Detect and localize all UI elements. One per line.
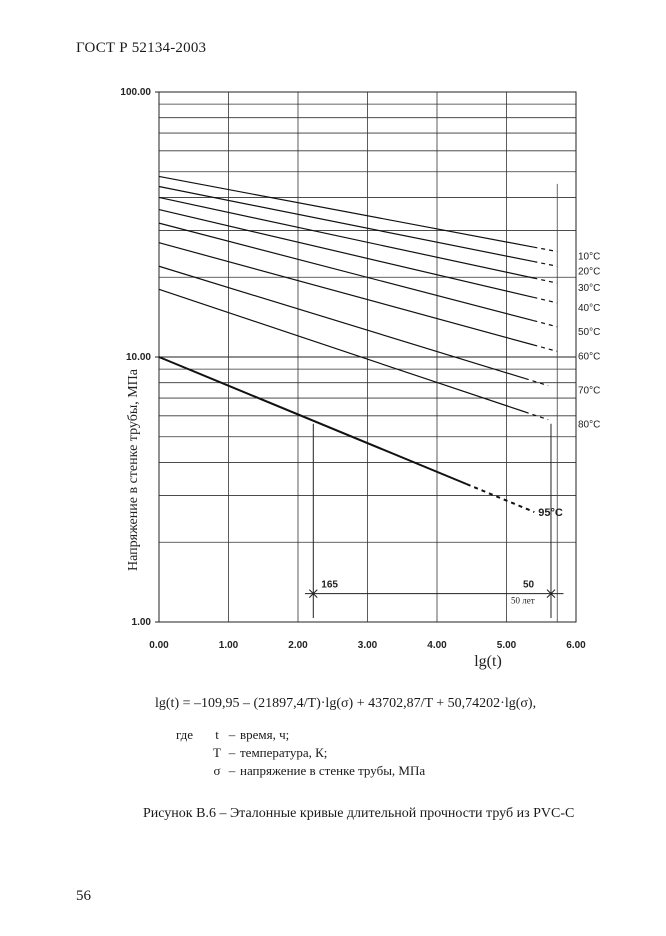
series-line-extrapolated bbox=[533, 261, 557, 266]
legend-dash: – bbox=[228, 763, 236, 778]
series-line-extrapolated bbox=[533, 345, 557, 352]
series-line-extrapolated bbox=[533, 278, 557, 283]
series-label: 60°C bbox=[578, 351, 601, 363]
x-tick-label: 5.00 bbox=[496, 640, 517, 651]
legend-text: время, ч; bbox=[240, 727, 290, 742]
y-tick-label: 1.00 bbox=[131, 617, 151, 628]
series-label: 30°C bbox=[578, 283, 601, 295]
legend-row-sigma bbox=[176, 762, 425, 780]
legend-text: температура, К; bbox=[240, 745, 328, 760]
series-label: 10°C bbox=[578, 251, 601, 263]
x-tick-label: 4.00 bbox=[427, 640, 447, 651]
x-tick-label: 0.00 bbox=[149, 640, 169, 651]
series-line-extrapolated bbox=[467, 484, 535, 512]
annotation-label: 50 bbox=[522, 579, 535, 591]
page-number: 56 bbox=[76, 888, 91, 904]
annotation-sublabel: 50 лет bbox=[510, 595, 535, 606]
series-line bbox=[159, 210, 533, 298]
legend-symbol: t bbox=[215, 727, 219, 742]
document-header: ГОСТ Р 52134-2003 bbox=[76, 40, 207, 56]
series-label: 50°C bbox=[578, 326, 601, 338]
chart-grid bbox=[159, 92, 576, 622]
figure-caption: Рисунок В.6 – Эталонные кривые длительной прочности труб из PVC-C bbox=[143, 806, 575, 821]
series-line bbox=[159, 266, 525, 378]
series-line bbox=[159, 289, 525, 412]
series-line bbox=[159, 176, 533, 247]
series-label: 80°C bbox=[578, 419, 601, 431]
legend-symbol: σ bbox=[213, 763, 221, 778]
x-tick-label: 6.00 bbox=[566, 640, 586, 651]
series-label: 20°C bbox=[578, 266, 601, 278]
legend-row-T bbox=[176, 744, 425, 762]
legend-dash: – bbox=[228, 745, 236, 760]
chart-annotations bbox=[305, 424, 564, 618]
series-line-extrapolated bbox=[525, 378, 548, 385]
series-line bbox=[159, 243, 533, 345]
variable-legend bbox=[176, 726, 425, 780]
formula: lg(t) = –109,95 – (21897,4/T)·lg(σ) + 43702,87/T + 50,74202·lg(σ), bbox=[155, 696, 537, 711]
y-tick-label: 100.00 bbox=[120, 87, 151, 98]
annotation-label: 165 bbox=[321, 579, 338, 591]
series-line-extrapolated bbox=[533, 247, 557, 252]
series-label: 70°C bbox=[578, 385, 601, 397]
series-line-extrapolated bbox=[533, 321, 557, 327]
y-tick-label: 10.00 bbox=[125, 352, 151, 363]
y-axis-label: Напряжение в стенке трубы, МПа bbox=[126, 368, 141, 572]
legend-lead: где bbox=[176, 727, 194, 742]
series-label: 95°C bbox=[538, 507, 563, 520]
legend-symbol: T bbox=[213, 745, 221, 760]
series-label: 40°C bbox=[578, 302, 601, 314]
legend-text: напряжение в стенке трубы, МПа bbox=[240, 763, 426, 778]
x-axis-label: lg(t) bbox=[474, 653, 502, 670]
x-tick-label: 2.00 bbox=[288, 640, 308, 651]
series-line-extrapolated bbox=[533, 297, 557, 303]
chart-series bbox=[159, 176, 557, 512]
legend-dash: – bbox=[228, 727, 236, 742]
legend-row-t bbox=[176, 726, 425, 744]
x-tick-label: 3.00 bbox=[357, 640, 378, 651]
x-tick-label: 1.00 bbox=[218, 640, 239, 651]
